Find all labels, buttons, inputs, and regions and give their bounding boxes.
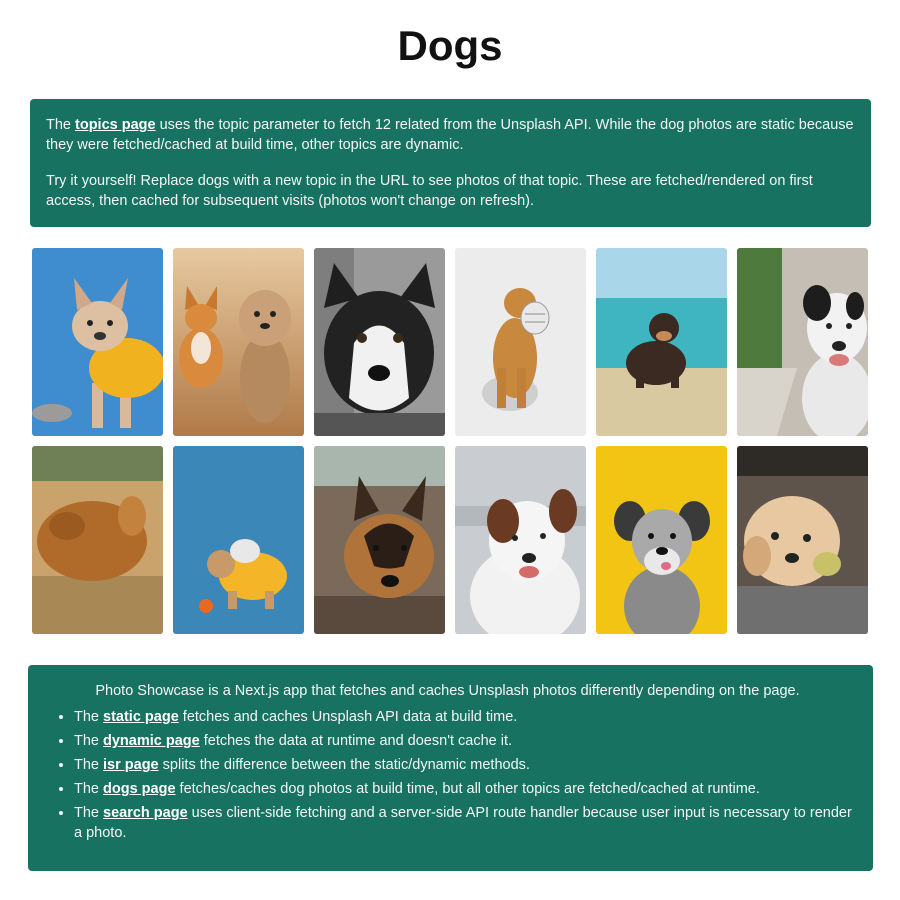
photo-tile[interactable] xyxy=(32,446,163,634)
photo-grid xyxy=(32,248,868,634)
topic-info-suffix: uses the topic parameter to fetch 12 related from the Unsplash API. While the dog photos are static because they were fetched/cached at build time, other topics are dynamic. xyxy=(46,117,854,153)
list-item-prefix: The xyxy=(74,805,104,821)
photo-tile[interactable] xyxy=(173,446,304,634)
photo-image xyxy=(173,446,304,634)
list-item xyxy=(74,731,853,751)
photo-image xyxy=(596,248,727,436)
photo-image xyxy=(32,446,163,634)
about-intro: Photo Showcase is a Next.js app that fetches and caches Unsplash photos differently depending on the page. xyxy=(95,683,800,699)
list-item-prefix: The xyxy=(74,709,104,725)
photo-tile[interactable] xyxy=(596,446,727,634)
list-item-text: fetches/caches dog photos at build time, but all other topics are fetched/cached at runtime. xyxy=(175,781,760,797)
photo-tile[interactable] xyxy=(455,248,586,436)
list-item xyxy=(74,707,853,727)
topic-info-prefix: The xyxy=(46,117,76,133)
dynamic-page-link[interactable]: dynamic page xyxy=(103,733,200,749)
static-page-link[interactable]: static page xyxy=(103,709,179,725)
photo-tile[interactable] xyxy=(455,446,586,634)
photo-image xyxy=(737,446,868,634)
list-item xyxy=(74,803,853,843)
photo-image xyxy=(314,248,445,436)
photo-image xyxy=(173,248,304,436)
try-it-paragraph: Try it yourself! Replace dogs with a new topic in the URL to see photos of that topic. These are fetched/rendered on first access, then cached for subsequent visits (photos won't change on refresh). xyxy=(46,173,813,209)
about-panel xyxy=(28,665,873,871)
topic-info-panel xyxy=(30,99,871,227)
photo-image xyxy=(596,446,727,634)
photo-image xyxy=(737,248,868,436)
list-item-prefix: The xyxy=(74,733,104,749)
list-item-text: fetches the data at runtime and doesn't cache it. xyxy=(199,733,513,749)
list-item xyxy=(74,779,853,799)
photo-image xyxy=(455,248,586,436)
photo-image xyxy=(455,446,586,634)
dogs-page-link[interactable]: dogs page xyxy=(103,781,176,797)
list-item-prefix: The xyxy=(74,757,104,773)
photo-tile[interactable] xyxy=(737,446,868,634)
photo-tile[interactable] xyxy=(737,248,868,436)
list-item-text: fetches and caches Unsplash API data at build time. xyxy=(178,709,518,725)
page-title: Dogs xyxy=(397,22,503,69)
topics-page-link[interactable]: topics page xyxy=(75,117,156,133)
topic-info-paragraph xyxy=(46,115,855,155)
photo-tile[interactable] xyxy=(314,248,445,436)
photo-image xyxy=(32,248,163,436)
isr-page-link[interactable]: isr page xyxy=(103,757,159,773)
list-item-prefix: The xyxy=(74,781,104,797)
list-item-text: uses client-side fetching and a server-side API route handler because user input is necessary to render a photo. xyxy=(74,805,852,841)
search-page-link[interactable]: search page xyxy=(103,805,188,821)
list-item xyxy=(74,755,853,775)
photo-tile[interactable] xyxy=(173,248,304,436)
photo-tile[interactable] xyxy=(596,248,727,436)
photo-tile[interactable] xyxy=(314,446,445,634)
photo-tile[interactable] xyxy=(32,248,163,436)
list-item-text: splits the difference between the static/dynamic methods. xyxy=(158,757,530,773)
about-list xyxy=(42,707,853,843)
photo-image xyxy=(314,446,445,634)
